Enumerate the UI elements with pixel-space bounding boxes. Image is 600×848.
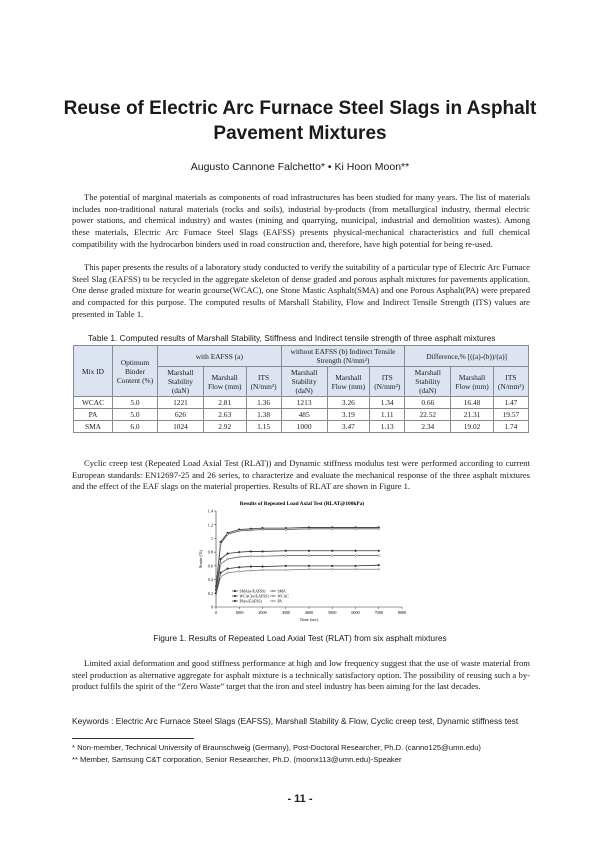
legend-marker bbox=[234, 595, 236, 597]
data-point bbox=[355, 568, 357, 570]
table-cell: 1.74 bbox=[493, 421, 528, 433]
y-tick-label: 0.6 bbox=[207, 563, 213, 569]
th-sub: ITS (N/mm²) bbox=[493, 367, 528, 397]
footnote-1: * Non-member, Technical University of Braunschweig (Germany), Post-Doctoral Researcher, Ph.D. (canno125@umn.edu) bbox=[72, 743, 481, 752]
data-point bbox=[238, 556, 240, 558]
data-point bbox=[220, 543, 222, 545]
data-point bbox=[262, 566, 264, 568]
data-point bbox=[378, 564, 380, 566]
table-cell: 21.31 bbox=[451, 409, 494, 421]
th-sub: ITS (N/mm²) bbox=[246, 367, 281, 397]
data-point bbox=[331, 568, 333, 570]
th-with-eafss: with EAFSS (a) bbox=[158, 346, 282, 367]
th-mix-id: Mix ID bbox=[74, 346, 113, 397]
footnote-rule bbox=[72, 738, 194, 739]
x-tick-label: 6000 bbox=[351, 610, 360, 615]
legend-marker bbox=[272, 595, 274, 597]
x-axis-label: Time (sec) bbox=[299, 617, 319, 622]
table-cell: 19.02 bbox=[451, 421, 494, 433]
data-point bbox=[262, 529, 264, 531]
th-sub: Marshall Stability (daN) bbox=[158, 367, 204, 397]
table-cell: 3.47 bbox=[327, 421, 370, 433]
th-sub: ITS (N/mm²) bbox=[370, 367, 405, 397]
x-tick-label: 8000 bbox=[397, 610, 407, 615]
table-cell: 2.92 bbox=[203, 421, 246, 433]
data-point bbox=[250, 555, 252, 557]
title-line-1: Reuse of Electric Arc Furnace Steel Slags in Asphalt bbox=[63, 98, 537, 119]
data-point bbox=[250, 570, 252, 572]
paragraph-1: The potential of marginal materials as components of road infrastructures has been studied for many years. The list of materials includes non-traditional natural materials (rocks and soils), industrial by-products (from metallurgical industry, thermal electric power stations, and chemical industry) and wastes (mining and quarrying, municipal, industrial and demolition wastes). Among these materials, Electric Arc Furnace Steel Slags (EAFSS) presents physical-mechanical characteristics and full chemical compatibility with the hydrocarbon binders used in road construction and, therefore, have high potential for being re-used. bbox=[72, 192, 530, 249]
chart-title: Results of Repeated Load Axial Test (RLAT@100kPa) bbox=[239, 501, 365, 507]
x-tick-label: 2000 bbox=[258, 610, 267, 615]
data-point bbox=[250, 529, 252, 531]
table-cell: PA bbox=[74, 409, 113, 421]
legend-marker bbox=[272, 590, 274, 592]
x-tick-label: 1000 bbox=[235, 610, 244, 615]
table-row bbox=[74, 397, 529, 409]
data-point bbox=[378, 568, 380, 570]
data-point bbox=[285, 529, 287, 531]
table-cell: 6.0 bbox=[113, 421, 158, 433]
y-tick-label: 1.2 bbox=[207, 522, 213, 528]
data-point bbox=[238, 551, 240, 553]
data-point bbox=[227, 572, 229, 574]
legend-label: PA bbox=[277, 599, 283, 604]
data-point bbox=[308, 550, 310, 552]
y-tick-label: 1.4 bbox=[207, 508, 213, 514]
y-tick-label: 0.4 bbox=[207, 577, 213, 583]
table-cell: 1.47 bbox=[493, 397, 528, 409]
table-body bbox=[74, 397, 529, 433]
legend-label: WCAC(w/EAFSS) bbox=[239, 594, 269, 599]
data-point bbox=[285, 565, 287, 567]
data-point bbox=[331, 550, 333, 552]
table-cell: 1.11 bbox=[370, 409, 405, 421]
legend-marker bbox=[234, 590, 236, 592]
data-point bbox=[308, 565, 310, 567]
data-point bbox=[250, 551, 252, 553]
table-cell: 1.15 bbox=[246, 421, 281, 433]
table-cell: 16.48 bbox=[451, 397, 494, 409]
table-cell: SMA bbox=[74, 421, 113, 433]
data-point bbox=[220, 576, 222, 578]
th-binder: Optimum Binder Content (%) bbox=[113, 346, 158, 397]
th-sub: Marshall Flow (mm) bbox=[451, 367, 494, 397]
data-point bbox=[308, 555, 310, 557]
data-point bbox=[238, 566, 240, 568]
legend-label: SMA(w/EAFSS) bbox=[239, 589, 266, 594]
y-tick-label: 0 bbox=[210, 604, 213, 610]
th-without-eafss: without EAFSS (b) Indirect Tensile Strength (N/mm²) bbox=[281, 346, 405, 367]
paper-title bbox=[60, 96, 540, 146]
data-point bbox=[285, 569, 287, 571]
data-point bbox=[262, 551, 264, 553]
data-point bbox=[285, 555, 287, 557]
data-point bbox=[227, 553, 229, 555]
data-point bbox=[355, 528, 357, 530]
data-point bbox=[355, 555, 357, 557]
legend-marker bbox=[272, 600, 274, 602]
data-point bbox=[378, 555, 380, 557]
authors: Augusto Cannone Falchetto* • Ki Hoon Moon** bbox=[190, 161, 410, 173]
y-tick-label: 1 bbox=[210, 536, 213, 542]
data-point bbox=[227, 558, 229, 560]
y-tick-label: 0.8 bbox=[207, 549, 213, 555]
rlat-chart bbox=[196, 497, 408, 625]
data-point bbox=[308, 528, 310, 530]
table-cell: WCAC bbox=[74, 397, 113, 409]
table-cell: 1024 bbox=[158, 421, 204, 433]
footnote-2: ** Member, Samsung C&T corporation, Senior Researcher, Ph.D. (moonx113@umn.edu)-Speaker bbox=[72, 755, 402, 764]
data-point bbox=[220, 572, 222, 574]
data-point bbox=[308, 568, 310, 570]
data-point bbox=[238, 570, 240, 572]
paragraph-4: Limited axial deformation and good stiffness performance at high and low frequency suggest that the use of waste material from steel production as alternative aggregate for asphalt mixture is a technically satisfactory option. The possibility of reusing such a by-product fulfils the spirit of the “Zero Waste” target that the iron and steel industry has been aiming for the last decades. bbox=[72, 658, 530, 692]
legend-marker bbox=[234, 600, 236, 602]
table-cell: 2.34 bbox=[405, 421, 451, 433]
th-sub: Marshall Stability (daN) bbox=[405, 367, 451, 397]
th-sub: Marshall Flow (mm) bbox=[203, 367, 246, 397]
table-cell: 1.13 bbox=[370, 421, 405, 433]
th-sub: Marshall Flow (mm) bbox=[327, 367, 370, 397]
x-tick-label: 4000 bbox=[304, 610, 314, 615]
table-row bbox=[74, 421, 529, 433]
data-point bbox=[227, 533, 229, 535]
data-point bbox=[215, 594, 217, 596]
table-cell: 1.34 bbox=[370, 397, 405, 409]
data-point bbox=[238, 530, 240, 532]
data-point bbox=[220, 563, 222, 565]
x-tick-label: 5000 bbox=[328, 610, 337, 615]
legend-label: WCAC bbox=[277, 594, 289, 599]
paragraph-3: Cyclic creep test (Repeated Load Axial Test (RLAT)) and Dynamic stiffness modulus test were performed according to current European standards: EN12697-25 and 26 series, to characterize and evaluate the mechanical response of the three asphalt mixtures and the effect of the EAF slags on the material properties. Results of RLAT are shown in Figure 1. bbox=[72, 458, 530, 492]
legend-label: SMA bbox=[277, 589, 286, 594]
x-tick-label: 3000 bbox=[281, 610, 290, 615]
table-cell: 19.57 bbox=[493, 409, 528, 421]
data-point bbox=[378, 550, 380, 552]
th-difference: Difference,% [((a)-(b))/(a)] bbox=[405, 346, 529, 367]
title-line-2: Pavement Mixtures bbox=[213, 123, 387, 144]
table-cell: 1221 bbox=[158, 397, 204, 409]
legend-label: PA(w/EAFSS) bbox=[239, 599, 262, 604]
table-cell: 1213 bbox=[281, 397, 327, 409]
keywords: Keywords : Electric Arc Furnace Steel Slags (EAFSS), Marshall Stability & Flow, Cyclic creep test, Dynamic stiffness test bbox=[72, 716, 519, 726]
table-cell: 0.66 bbox=[405, 397, 451, 409]
y-tick-label: 0.2 bbox=[207, 590, 213, 596]
data-point bbox=[331, 565, 333, 567]
table-cell: 5.0 bbox=[113, 397, 158, 409]
table-cell: 2.81 bbox=[203, 397, 246, 409]
table-cell: 1.38 bbox=[246, 409, 281, 421]
table-cell: 22.52 bbox=[405, 409, 451, 421]
paragraph-2: This paper presents the results of a laboratory study conducted to verify the suitability of a particular type of Electric Arc Furnace Steel Slag (EAFSS) to be recycled in the aggregate skeleton of dense graded and porous asphalt mixtures for pavements application. One dense graded mixture for wearin gcourse(WCAC), one Stone Mastic Asphalt(SMA) and one Porous Asphalt(PA) were prepared and compacted for this purpose. The computed results of Marshall Stability, Flow and Indirect Tensile Strength (ITS) values are presented in Table 1. bbox=[72, 262, 530, 319]
data-point bbox=[331, 555, 333, 557]
figure-caption: Figure 1. Results of Repeated Load Axial Test (RLAT) from six asphalt mixtures bbox=[153, 633, 447, 643]
table-cell: 2.63 bbox=[203, 409, 246, 421]
x-tick-label: 0 bbox=[214, 610, 218, 615]
table-cell: 1000 bbox=[281, 421, 327, 433]
data-point bbox=[378, 528, 380, 530]
data-point bbox=[355, 565, 357, 567]
table-row bbox=[74, 409, 529, 421]
table-cell: 626 bbox=[158, 409, 204, 421]
data-point bbox=[220, 558, 222, 560]
data-point bbox=[331, 528, 333, 530]
data-point bbox=[355, 550, 357, 552]
data-point bbox=[250, 566, 252, 568]
results-table bbox=[73, 345, 529, 433]
table-cell: 5.0 bbox=[113, 409, 158, 421]
th-sub: Marshall Stability (daN) bbox=[281, 367, 327, 397]
page-number: - 11 - bbox=[287, 793, 313, 805]
table-cell: 3.19 bbox=[327, 409, 370, 421]
table-cell: 3.26 bbox=[327, 397, 370, 409]
x-tick-label: 7000 bbox=[374, 610, 383, 615]
data-point bbox=[262, 569, 264, 571]
data-point bbox=[262, 555, 264, 557]
table-caption: Table 1. Computed results of Marshall Stability, Stiffness and Indirect tensile strength of three asphalt mixtures bbox=[88, 333, 496, 343]
y-axis-label: Strain (%) bbox=[198, 549, 203, 569]
data-point bbox=[227, 568, 229, 570]
data-point bbox=[285, 550, 287, 552]
chart-background bbox=[196, 497, 408, 625]
table-cell: 1.36 bbox=[246, 397, 281, 409]
table-cell: 485 bbox=[281, 409, 327, 421]
